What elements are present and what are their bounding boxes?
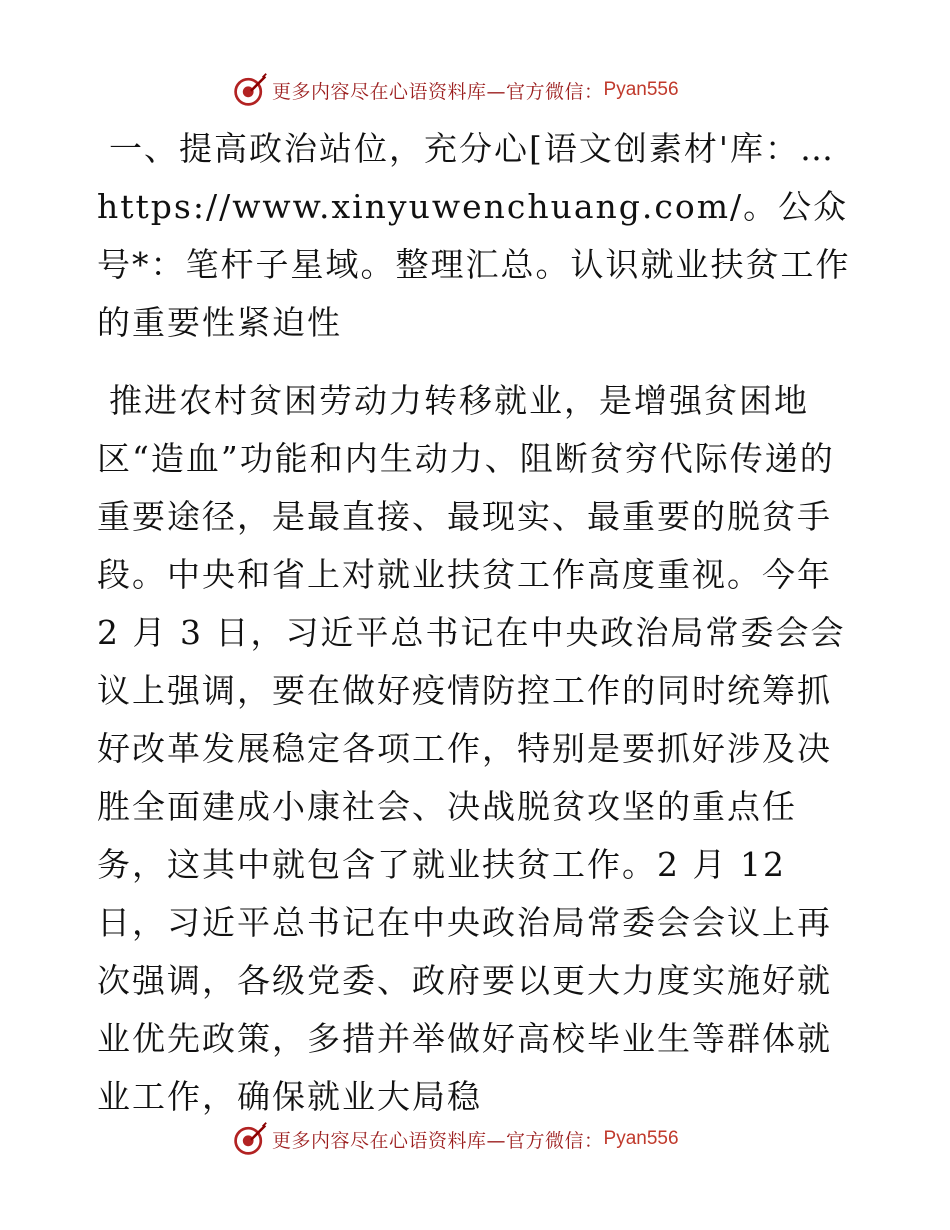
watermark-wechat-id: Pyan556 bbox=[603, 1128, 679, 1149]
watermark-text: 更多内容尽在心语资料库—官方微信： bbox=[272, 1129, 604, 1152]
footer-watermark bbox=[232, 1121, 679, 1157]
body-paragraph-text: 推进农村贫困劳动力转移就业，是增强贫困地区“造血”功能和内生动力、阻断贫穷代际传递的重要途径，是最直接、最现实、最重要的脱贫手段。中央和省上对就业扶贫工作高度重视。今年 2 月 3 日，习近平总书记在中央政治局常委会会议上强调，要在做好疫情防控工作的同时统筹抓好改革发展稳定各项工作，特别是要抓好涉及决胜全面建成小康社会、决战脱贫攻坚的重点任务，这其中就包含了就业扶贫工作。2 月 12 日，习近平总书记在中央政治局常委会会议上再次强调，各级党委、政府要以更大力度实施好就业优先政策，多措并举做好高校毕业生等群体就业工作，确保就业大局稳 bbox=[97, 381, 846, 1116]
quill-pen-logo-icon bbox=[232, 1121, 268, 1157]
quill-pen-logo-icon bbox=[232, 72, 268, 108]
watermark-wechat-id: Pyan556 bbox=[603, 79, 679, 100]
section-heading bbox=[97, 120, 857, 352]
document-body bbox=[97, 120, 857, 1126]
section-heading-text: 一、提高政治站位，充分心[语文创素材'库：… https://www.xinyuwenchuang.com/。公众号*：笔杆子星域。整理汇总。认识就业扶贫工作的重要性紧迫性 bbox=[97, 129, 851, 342]
header-watermark bbox=[232, 72, 679, 108]
watermark-text: 更多内容尽在心语资料库—官方微信： bbox=[272, 80, 604, 103]
body-paragraph bbox=[97, 372, 857, 1126]
